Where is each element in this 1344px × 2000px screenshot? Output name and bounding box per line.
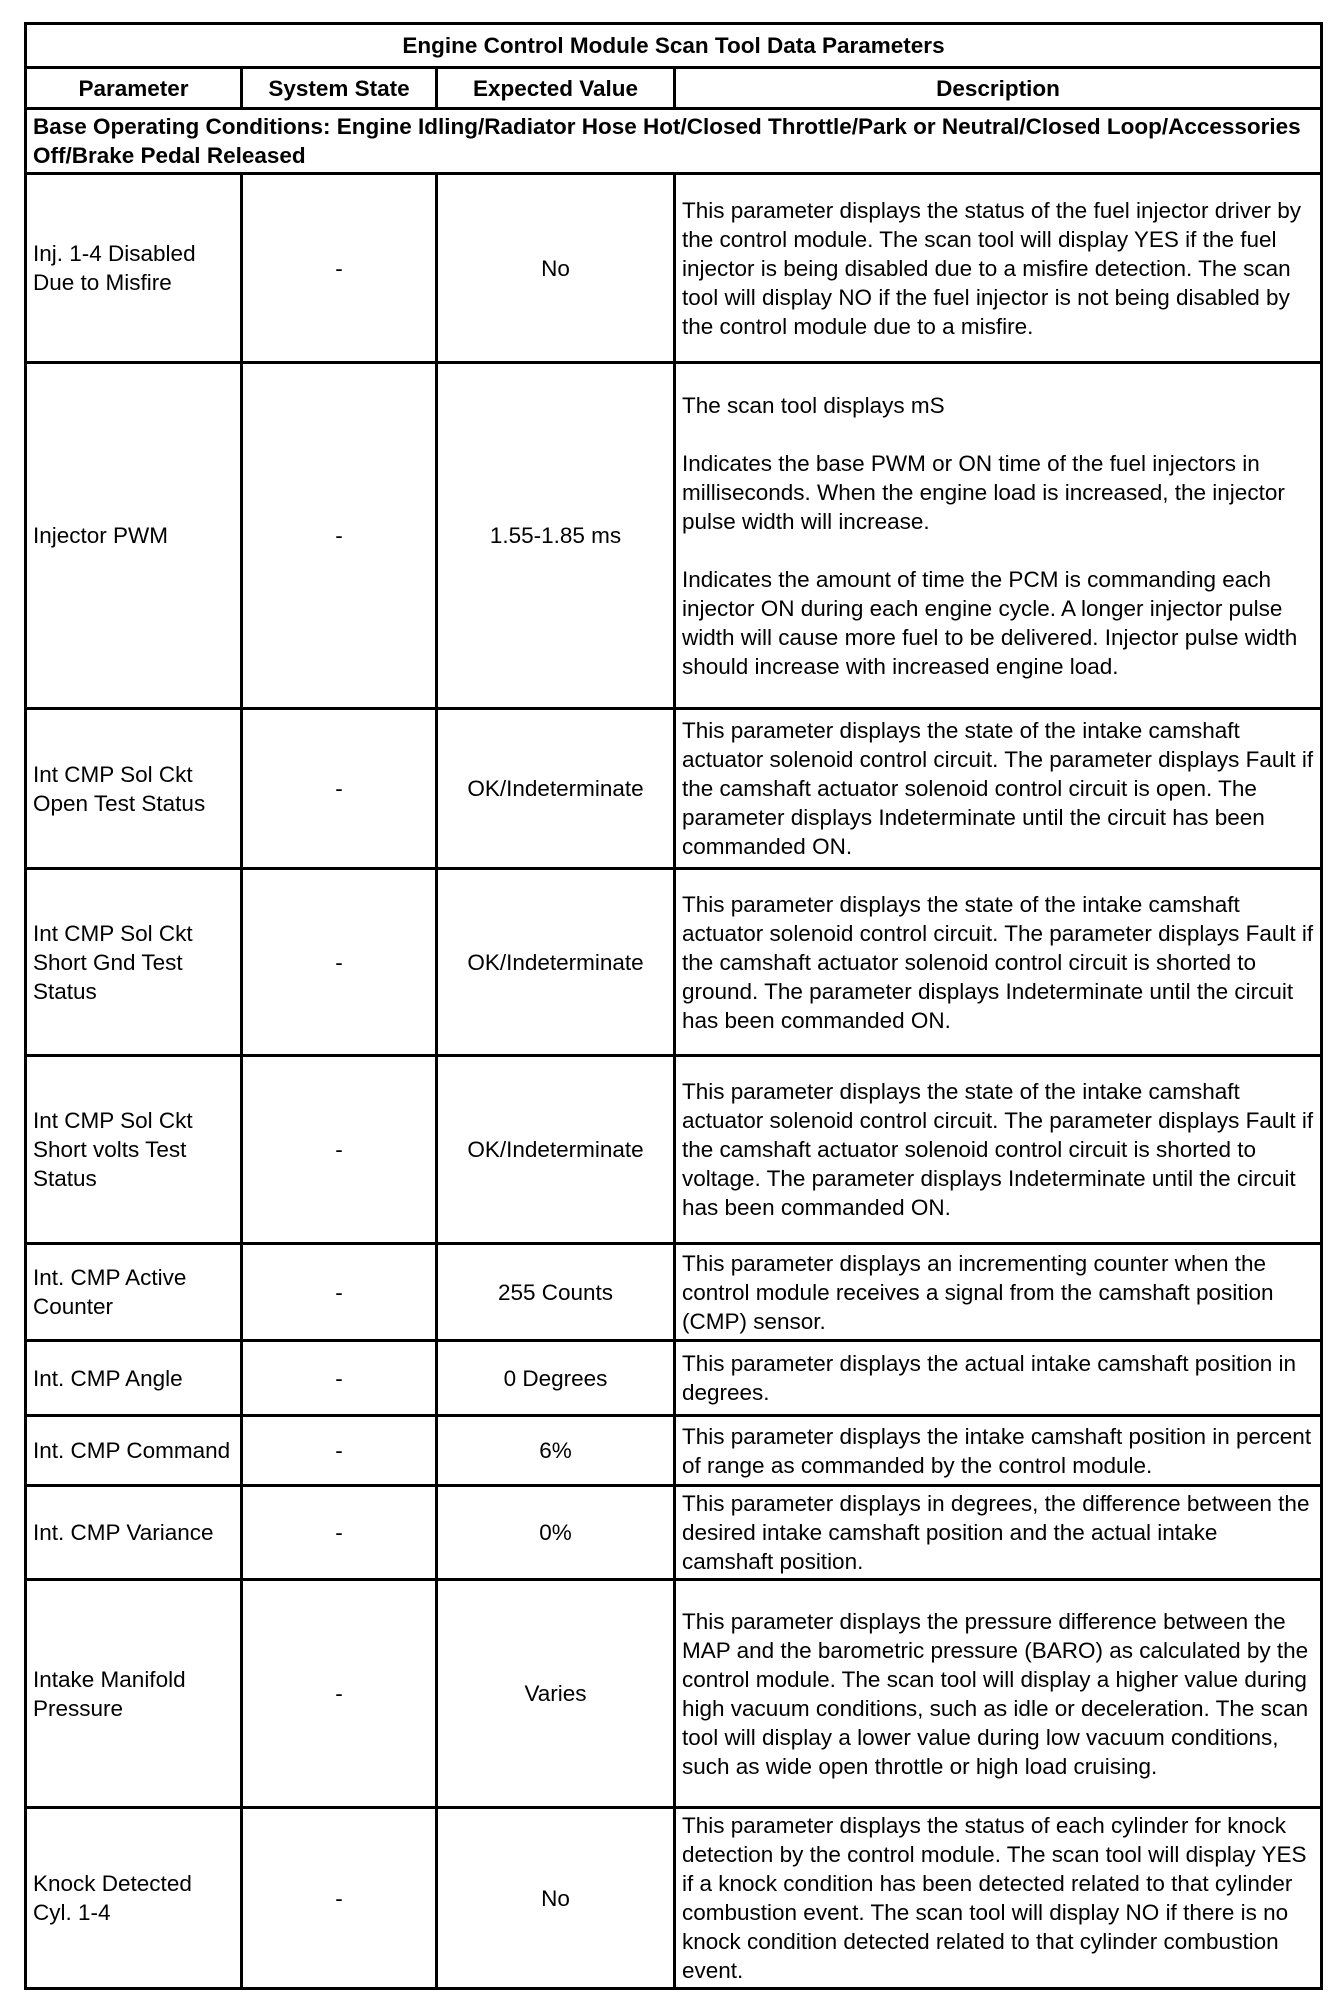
header-system-state: System State (242, 68, 437, 109)
description-paragraph: This parameter displays in degrees, the difference between the desired intake camshaft position and the actual intake camshaft position. (682, 1491, 1310, 1574)
description-paragraph: Indicates the amount of time the PCM is commanding each injector ON during each engine cycle. A longer injector pulse width will cause more fuel to be delivered. Injector pulse width should increase with increased engine load. (682, 566, 1298, 679)
base-conditions-row (26, 109, 1322, 174)
description-cell (675, 1341, 1322, 1416)
description-cell (675, 1056, 1322, 1244)
table-row (26, 1486, 1322, 1580)
parameter-cell: Intake Manifold Pressure (26, 1580, 242, 1808)
system-state-cell: - (242, 1416, 437, 1486)
parameter-cell: Knock Detected Cyl. 1-4 (26, 1808, 242, 1989)
description-paragraph: This parameter displays the state of the intake camshaft actuator solenoid control circuit. The parameter displays Fault if the camshaft actuator solenoid control circuit is open. The parameter displays Indeterminate until the circuit has been commanded ON. (682, 718, 1314, 859)
description-cell (675, 869, 1322, 1056)
expected-value-cell: Varies (437, 1580, 675, 1808)
expected-value-cell: 0% (437, 1486, 675, 1580)
expected-value-cell: No (437, 174, 675, 363)
system-state-cell: - (242, 1808, 437, 1989)
expected-value-cell: OK/Indeterminate (437, 869, 675, 1056)
base-operating-conditions: Base Operating Conditions: Engine Idling/Radiator Hose Hot/Closed Throttle/Park or Neutral/Closed Loop/Accessories Off/Brake Pedal Released (26, 109, 1322, 174)
system-state-cell: - (242, 869, 437, 1056)
parameter-cell: Injector PWM (26, 363, 242, 709)
description-cell (675, 1580, 1322, 1808)
system-state-cell: - (242, 1341, 437, 1416)
parameter-cell: Int CMP Sol Ckt Open Test Status (26, 709, 242, 869)
description-cell (675, 1486, 1322, 1580)
expected-value-cell: 1.55-1.85 ms (437, 363, 675, 709)
expected-value-cell: 6% (437, 1416, 675, 1486)
parameter-cell: Int. CMP Command (26, 1416, 242, 1486)
table-title-row (26, 24, 1322, 68)
table-row (26, 1244, 1322, 1341)
expected-value-cell: OK/Indeterminate (437, 709, 675, 869)
description-cell (675, 709, 1322, 869)
description-paragraph: This parameter displays the intake camshaft position in percent of range as commanded by the control module. (682, 1423, 1312, 1478)
table-row (26, 1580, 1322, 1808)
expected-value-cell: No (437, 1808, 675, 1989)
table-row (26, 709, 1322, 869)
parameter-cell: Int. CMP Angle (26, 1341, 242, 1416)
description-cell (675, 363, 1322, 709)
expected-value-cell: 255 Counts (437, 1244, 675, 1341)
table-row (26, 363, 1322, 709)
description-paragraph: This parameter displays the state of the intake camshaft actuator solenoid control circuit. The parameter displays Fault if the camshaft actuator solenoid control circuit is shorted to ground. The parameter displays Indeterminate until the circuit has been commanded ON. (682, 891, 1314, 1033)
system-state-cell: - (242, 1580, 437, 1808)
system-state-cell: - (242, 1056, 437, 1244)
expected-value-cell: OK/Indeterminate (437, 1056, 675, 1244)
description-paragraph: Indicates the base PWM or ON time of the fuel injectors in milliseconds. When the engine load is increased, the injector pulse width will increase. (682, 450, 1285, 534)
system-state-cell: - (242, 363, 437, 709)
parameter-cell: Int. CMP Variance (26, 1486, 242, 1580)
description-paragraph: This parameter displays the state of the intake camshaft actuator solenoid control circuit. The parameter displays Fault if the camshaft actuator solenoid control circuit is shorted to voltage. The parameter displays Indeterminate until the circuit has been commanded ON. (682, 1079, 1314, 1220)
system-state-cell: - (242, 709, 437, 869)
system-state-cell: - (242, 174, 437, 363)
description-paragraph: The scan tool displays mS (682, 392, 945, 418)
table-row (26, 1808, 1322, 1989)
table-body (26, 174, 1322, 1989)
table-row (26, 1341, 1322, 1416)
header-expected-value: Expected Value (437, 68, 675, 109)
description-paragraph: This parameter displays the status of each cylinder for knock detection by the control module. The scan tool will display YES if a knock condition has been detected related to that cylinder combustion event. The scan tool will display NO if there is no knock condition detected related to that cylinder combustion event. (682, 1813, 1307, 1983)
description-cell (675, 1244, 1322, 1341)
table-header-row (26, 68, 1322, 109)
table-row (26, 1056, 1322, 1244)
parameter-cell: Int. CMP Active Counter (26, 1244, 242, 1341)
header-description: Description (675, 68, 1322, 109)
description-paragraph: This parameter displays an incrementing counter when the control module receives a signal from the camshaft position (CMP) sensor. (682, 1250, 1274, 1334)
description-paragraph: This parameter displays the actual intake camshaft position in degrees. (682, 1351, 1297, 1405)
table-row (26, 174, 1322, 363)
parameter-cell: Inj. 1-4 Disabled Due to Misfire (26, 174, 242, 363)
description-cell (675, 1416, 1322, 1486)
system-state-cell: - (242, 1244, 437, 1341)
description-paragraph: This parameter displays the status of the fuel injector driver by the control module. The scan tool will display YES if the fuel injector is being disabled due to a misfire detection. The scan tool will display NO if the fuel injector is not being disabled by the control module due to a misfire. (682, 197, 1302, 339)
header-parameter: Parameter (26, 68, 242, 109)
expected-value-cell: 0 Degrees (437, 1341, 675, 1416)
parameter-cell: Int CMP Sol Ckt Short Gnd Test Status (26, 869, 242, 1056)
description-cell (675, 1808, 1322, 1989)
description-paragraph: This parameter displays the pressure difference between the MAP and the barometric pressure (BARO) as calculated by the control module. The scan tool will display a higher value during high vacuum conditions, such as idle or deceleration. The scan tool will display a lower value during low vacuum conditions, such as wide open throttle or high load cruising. (682, 1608, 1309, 1779)
table-title: Engine Control Module Scan Tool Data Parameters (26, 24, 1322, 68)
scan-tool-data-table (24, 22, 1323, 1990)
table-row (26, 869, 1322, 1056)
table-row (26, 1416, 1322, 1486)
system-state-cell: - (242, 1486, 437, 1580)
parameter-cell: Int CMP Sol Ckt Short volts Test Status (26, 1056, 242, 1244)
description-cell (675, 174, 1322, 363)
